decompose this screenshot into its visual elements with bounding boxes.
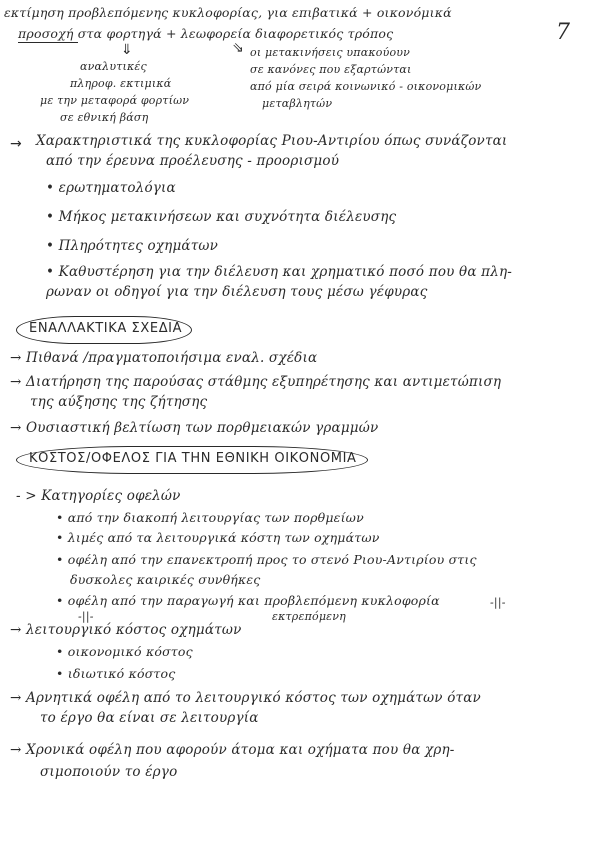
top-line-1: εκτίμηση προβλεπόμενης κυκλοφορίας, για επιβατικά + οικονόμικά: [4, 5, 452, 20]
sec5-line-2: το έργο θα είναι σε λειτουργία: [40, 710, 259, 726]
sec4-item-1: • οικονομικό κόστος: [56, 644, 193, 659]
sec1-bullet-2: • Μήκος μετακινήσεων και συχνότητα διέλευσης: [46, 209, 397, 225]
right-col-line-1: οι μετακινήσεις υπακούουν: [250, 46, 411, 59]
section-title-alternatives: ΕΝΑΛΛΑΚΤΙΚΑ ΣΧΕΔΙΑ: [29, 321, 183, 336]
sec1-line-2: από την έρευνα προέλευσης - προορισμού: [46, 153, 340, 169]
page-number: 7: [556, 20, 570, 45]
sec3-item-3: • οφέλη από την επανεκτροπή προς το στενό Ριου-Αντιρίου στις: [56, 552, 477, 567]
right-col-line-2: σε κανόνες που εξαρτώνται: [250, 63, 412, 76]
underline-prosoxi: [18, 42, 78, 43]
sec3-item-1: • από την διακοπή λειτουργίας των πορθμείων: [56, 510, 364, 525]
down-right-arrow-icon: ⇘: [232, 40, 244, 56]
sec4-heading: → λειτουργικό κόστος οχημάτων: [10, 622, 242, 638]
sec3-item-2: • λιμές από τα λειτουργικά κόστη των οχημάτων: [56, 530, 380, 545]
left-col-line-2: πληροφ. εκτιμικά: [70, 77, 172, 90]
down-arrow-icon: ⇓: [121, 42, 133, 58]
sec3-item-4: • οφέλη από την παραγωγή και προβλεπόμενη κυκλοφορία: [56, 593, 440, 608]
sec3-heading: - > Κατηγορίες οφελών: [16, 488, 181, 504]
sec2-line-4: → Ουσιαστική βελτίωση των πορθμειακών γραμμών: [10, 420, 379, 436]
sec6-line-1: → Χρονικά οφέλη που αφορούν άτομα και οχήματα που θα χρη-: [10, 742, 455, 758]
ditto-mark-left: -||-: [78, 610, 94, 623]
sec3-item-3-cont: δυσκολες καιρικές συνθήκες: [70, 572, 261, 587]
right-col-line-3: από μία σειρά κοινωνικό - οικονομικών: [250, 80, 482, 93]
sec2-line-1: → Πιθανά /πραγματοποιήσιμα εναλ. σχέδια: [10, 350, 318, 366]
section-title-box: [16, 316, 192, 344]
top-line-2: προσοχή στα φορτηγά + λεωφορεία διαφορετικός τρόπος: [18, 26, 394, 41]
sec2-line-2: → Διατήρηση της παρούσας στάθμης εξυπηρέτησης και αντιμετώπιση: [10, 374, 502, 390]
sec1-continuation: ρωναν οι οδηγοί για την διέλευση τους μέσω γέφυρας: [46, 284, 428, 300]
sec1-bullet-3: • Πληρότητες οχημάτων: [46, 238, 219, 254]
sec1-bullet-1: • ερωτηματολόγια: [46, 180, 176, 196]
sec1-bullet-4: • Καθυστέρηση για την διέλευση και χρηματικό ποσό που θα πλη-: [46, 264, 513, 280]
ditto-mark-right: -||-: [490, 596, 506, 609]
left-col-line-4: σε εθνική βάση: [60, 111, 149, 124]
section-title-box: [16, 446, 368, 474]
section-title-cost-benefit: ΚΟΣΤΟΣ/ΟΦΕΛΟΣ ΓΙΑ ΤΗΝ ΕΘΝΙΚΗ ΟΙΚΟΝΟΜΙΑ: [29, 451, 357, 466]
right-arrow-icon: →: [10, 136, 22, 152]
sec5-line-1: → Αρνητικά οφέλη από το λειτουργικό κόστος των οχημάτων όταν: [10, 690, 481, 706]
sec3-item-4-sub: εκτρεπόμενη: [272, 610, 346, 623]
left-col-line-3: με την μεταφορά φορτίων: [40, 94, 190, 107]
left-col-line-1: αναλυτικές: [80, 60, 147, 73]
sec6-line-2: σιμοποιούν το έργο: [40, 764, 178, 780]
sec2-line-3: της αύξησης της ζήτησης: [30, 394, 208, 410]
right-col-line-4: μεταβλητών: [262, 97, 333, 110]
sec4-item-2: • ιδιωτικό κόστος: [56, 666, 176, 681]
sec1-line-1: Χαρακτηριστικά της κυκλοφορίας Ριου-Αντιρίου όπως συνάζονται: [36, 133, 508, 149]
